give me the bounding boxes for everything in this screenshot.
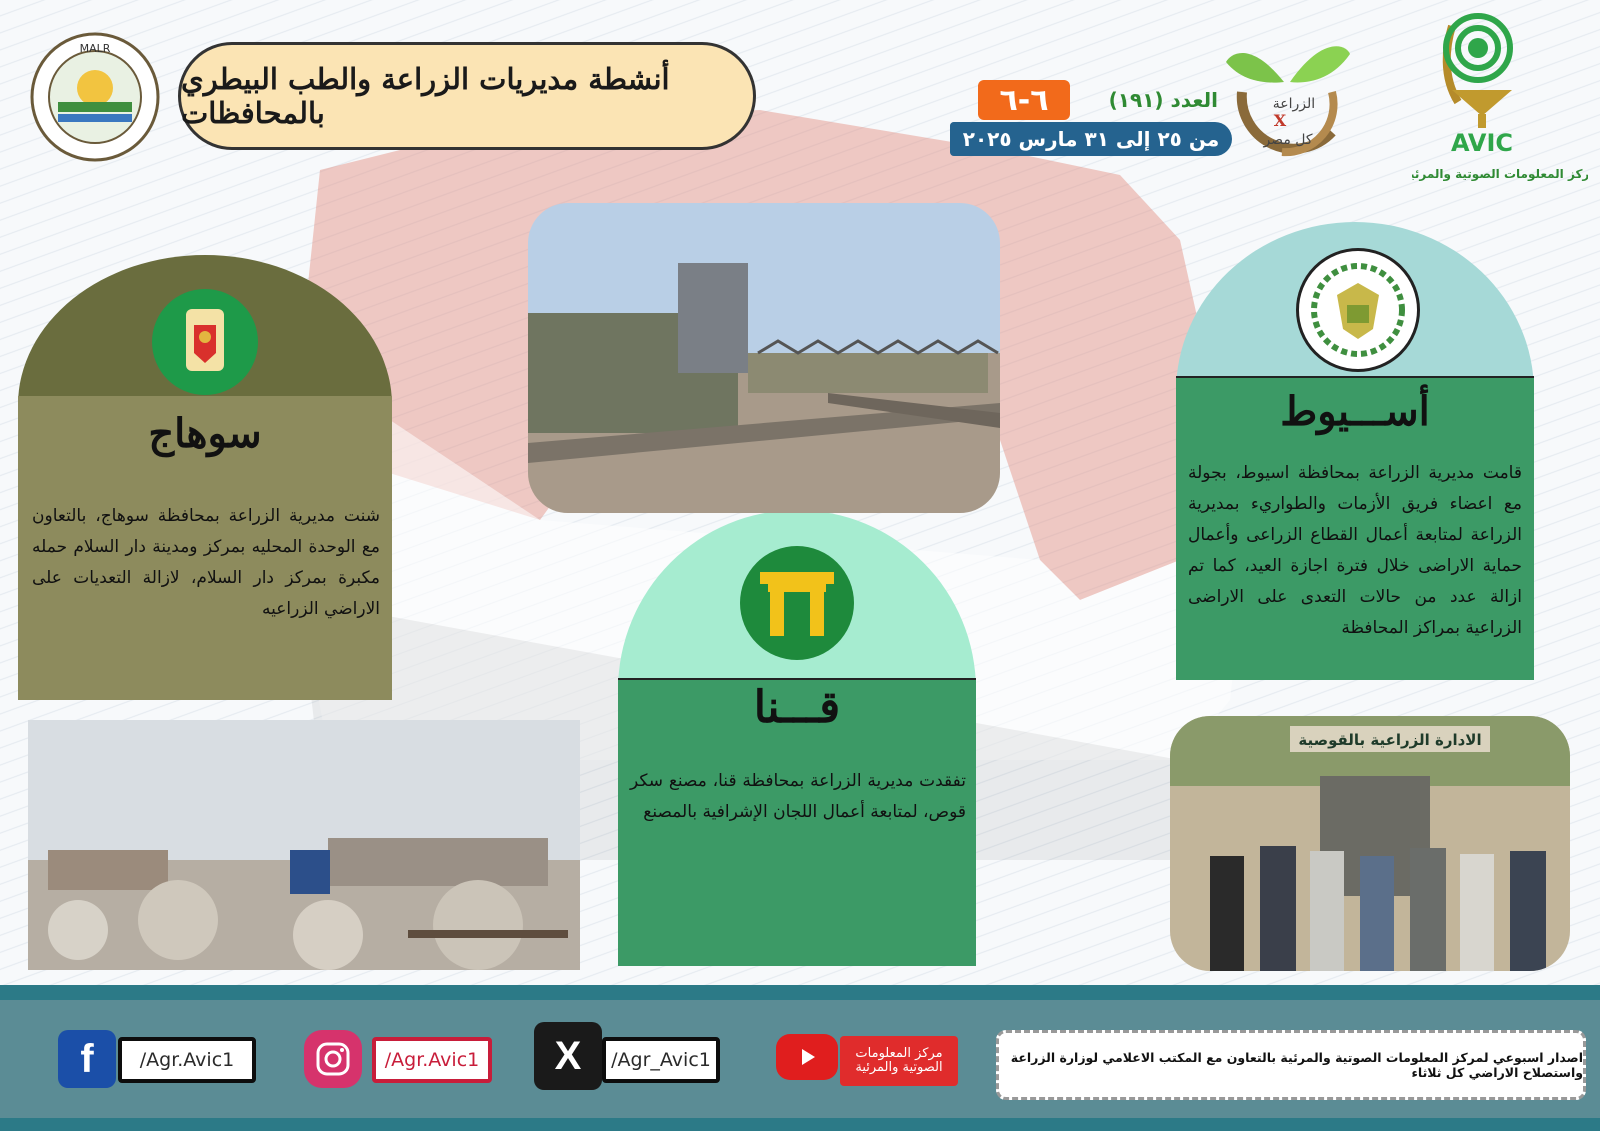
qena-name: قـــنا <box>753 682 841 733</box>
issue-number: (١٩١) <box>1108 88 1164 112</box>
youtube-caption[interactable]: مركز المعلومات الصوتية والمرئية <box>840 1036 958 1086</box>
qena-text: تفقدت مديرية الزراعة بمحافظة قنا، مصنع سكر قوص، لمتابعة أعمال اللجان الإشرافية بالمصنع <box>630 771 966 822</box>
sohag-text: شنت مديرية الزراعة بمحافظة سوهاج، بالتعاون مع الوحدة المحليه بمركز ومدينة دار السلام حمله مكبرة بمركز دار السلام، لازالة التعديات على الاراضي الزراعيه <box>32 506 380 619</box>
avic-logo <box>1412 6 1588 186</box>
assiut-name: أســـيوط <box>1280 388 1430 435</box>
issue-label <box>1078 88 1218 112</box>
assiut-card <box>1176 222 1534 680</box>
x-icon[interactable]: X <box>534 1022 602 1090</box>
assiut-officials-photo <box>1170 716 1570 971</box>
campaign-line1: الزراعة <box>1272 96 1316 112</box>
date-range: من ٢٥ إلى ٣١ مارس ٢٠٢٥ <box>950 122 1232 156</box>
qena-emblem-icon <box>740 546 854 660</box>
malr-logo-text: MALR <box>79 42 111 55</box>
facebook-icon[interactable]: f <box>58 1030 116 1088</box>
sugar-factory-photo <box>528 203 1000 513</box>
sohag-name: سوهاج <box>148 410 262 457</box>
youtube-icon[interactable] <box>776 1034 838 1080</box>
facebook-link[interactable]: /Agr.Avic1 <box>118 1037 256 1083</box>
campaign-x: X <box>1273 111 1287 130</box>
page-title-banner <box>178 42 756 150</box>
zera-campaign-logo <box>1222 22 1352 172</box>
issue-tab: ٦-٦ <box>978 80 1070 120</box>
sohag-emblem-icon <box>152 289 258 395</box>
campaign-line2: كل مصر <box>1263 132 1313 148</box>
instagram-icon[interactable] <box>304 1030 362 1088</box>
avic-logo-text: AVIC <box>1450 129 1514 157</box>
assiut-text: قامت مديرية الزراعة بمحافظة اسيوط، بجولة مع اعضاء فريق الأزمات والطواريء بمديرية الزراعة لمتابعة أعمال القطاع الزراعى وأعمال حماية الاراضى خلال فترة اجازة العيد، كما تم ازالة عدد من حالات التعدى على الاراضى الزراعية بمراكز المحافظة <box>1188 463 1522 638</box>
assiut-emblem-icon <box>1296 248 1420 372</box>
publication-notice: اصدار اسبوعي لمركز المعلومات الصوتية والمرئية بالتعاون مع المكتب الاعلامي لوزارة الزراعة واستصلاح الاراضي كل ثلاثاء <box>996 1030 1586 1100</box>
assiut-sign-text: الادارة الزراعية بالقوصية <box>1298 731 1482 749</box>
x-link[interactable]: /Agr_Avic1 <box>602 1037 720 1083</box>
page-title: أنشطة مديريات الزراعة والطب البيطري بالمحافظات <box>181 62 670 130</box>
sohag-card <box>18 255 392 700</box>
qena-card <box>618 510 976 966</box>
malr-logo <box>28 30 162 164</box>
sohag-demolition-photo <box>28 720 580 970</box>
avic-caption: مركز المعلومات الصوتية والمرئية <box>1412 167 1588 181</box>
issue-word: العدد <box>1170 88 1218 112</box>
instagram-link[interactable]: /Agr.Avic1 <box>372 1037 492 1083</box>
